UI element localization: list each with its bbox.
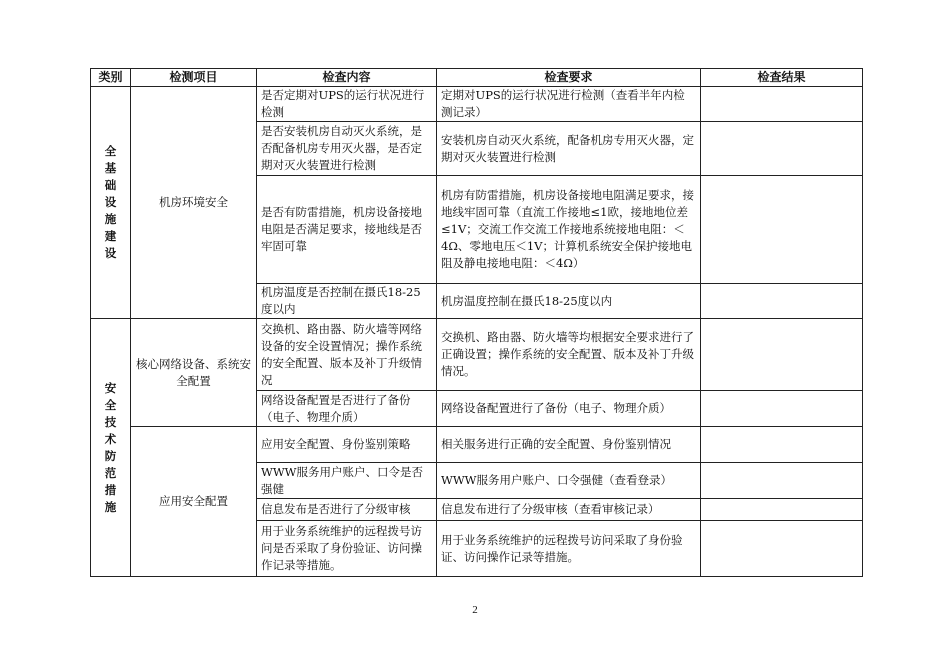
header-requirement: 检查要求 [437, 69, 701, 87]
category-infra: 全基础设施建设 [91, 87, 131, 319]
result-cell[interactable] [701, 391, 863, 427]
content-cell: 是否安装机房自动灭火系统，是否配备机房专用灭火器，是否定期对灭火装置进行检测 [257, 122, 437, 176]
item-room-environment: 机房环境安全 [131, 87, 257, 319]
result-cell[interactable] [701, 463, 863, 499]
header-content: 检查内容 [257, 69, 437, 87]
requirement-cell: 定期对UPS的运行状况进行检测（查看半年内检测记录） [437, 87, 701, 122]
page-number: 2 [472, 604, 478, 616]
header-item: 检测项目 [131, 69, 257, 87]
result-cell[interactable] [701, 521, 863, 577]
content-cell: 交换机、路由器、防火墙等网络设备的安全设置情况；操作系统的安全配置、版本及补丁升级情况 [257, 319, 437, 391]
content-cell: 信息发布是否进行了分级审核 [257, 499, 437, 521]
result-cell[interactable] [701, 122, 863, 176]
header-category: 类别 [91, 69, 131, 87]
content-cell: 用于业务系统维护的远程拨号访问是否采取了身份验证、访问操作记录等措施。 [257, 521, 437, 577]
table-row [91, 87, 863, 122]
requirement-cell: 机房温度控制在摄氏18-25度以内 [437, 284, 701, 319]
result-cell[interactable] [701, 427, 863, 463]
requirement-cell: WWW服务用户账户、口令强健（查看登录） [437, 463, 701, 499]
header-result: 检查结果 [701, 69, 863, 87]
requirement-cell: 网络设备配置进行了备份（电子、物理介质） [437, 391, 701, 427]
table-row [91, 427, 863, 463]
item-network-config: 核心网络设备、系统安全配置 [131, 319, 257, 427]
requirement-cell: 安装机房自动灭火系统，配备机房专用灭火器，定期对灭火装置进行检测 [437, 122, 701, 176]
requirement-cell: 交换机、路由器、防火墙等均根据安全要求进行了正确设置；操作系统的安全配置、版本及补丁升级情况。 [437, 319, 701, 391]
result-cell[interactable] [701, 176, 863, 284]
table-header-row [91, 69, 863, 87]
result-cell[interactable] [701, 87, 863, 122]
content-cell: WWW服务用户账户、口令是否强健 [257, 463, 437, 499]
requirement-cell: 用于业务系统维护的远程拨号访问采取了身份验证、访问操作记录等措施。 [437, 521, 701, 577]
category-security: 安全技术防范措施 [91, 319, 131, 577]
content-cell: 机房温度是否控制在摄氏18-25度以内 [257, 284, 437, 319]
result-cell[interactable] [701, 499, 863, 521]
requirement-cell: 机房有防雷措施，机房设备接地电阻满足要求，接地线牢固可靠（直流工作接地≤1欧，接地地位差≤1V；交流工作交流工作接地系统接地电阻：＜4Ω、零地电压＜1V；计算机系统安全保护接地电阻及静电接地电阻：＜4Ω） [437, 176, 701, 284]
content-cell: 网络设备配置是否进行了备份（电子、物理介质） [257, 391, 437, 427]
item-app-config: 应用安全配置 [131, 427, 257, 577]
result-cell[interactable] [701, 319, 863, 391]
inspection-table [90, 68, 863, 577]
table-row [91, 319, 863, 391]
content-cell: 应用安全配置、身份鉴别策略 [257, 427, 437, 463]
result-cell[interactable] [701, 284, 863, 319]
requirement-cell: 相关服务进行正确的安全配置、身份鉴别情况 [437, 427, 701, 463]
content-cell: 是否有防雷措施，机房设备接地电阻是否满足要求，接地线是否牢固可靠 [257, 176, 437, 284]
content-cell: 是否定期对UPS的运行状况进行检测 [257, 87, 437, 122]
requirement-cell: 信息发布进行了分级审核（查看审核记录） [437, 499, 701, 521]
